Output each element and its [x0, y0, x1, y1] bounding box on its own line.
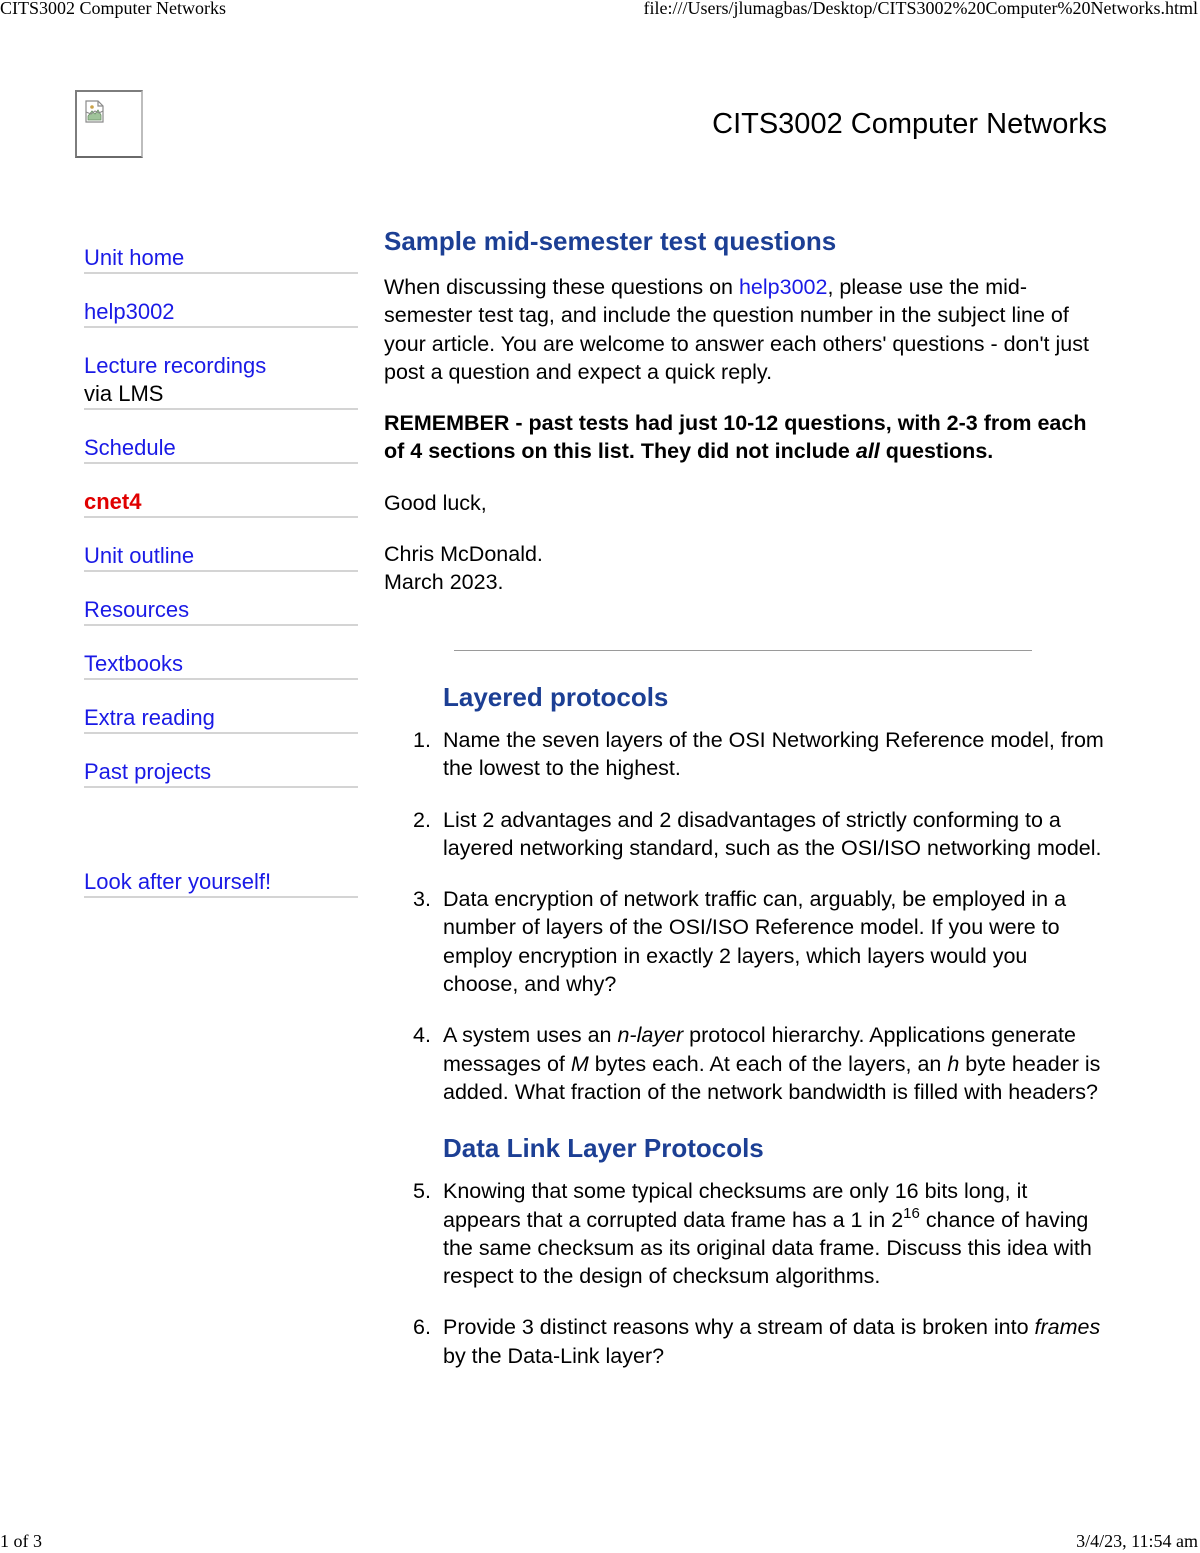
intro-paragraph	[384, 273, 1096, 386]
sidebar-link-look-after-yourself[interactable]: Look after yourself!	[84, 869, 272, 894]
sidebar-link-extra-reading[interactable]: Extra reading	[84, 705, 215, 730]
question-item	[413, 806, 1108, 863]
sidebar-item-unit-home[interactable]	[84, 244, 358, 274]
print-header	[0, 0, 1200, 20]
question-text: List 2 advantages and 2 disadvantages of strictly conforming to a layered networking standard, such as the OSI/ISO networking model.	[443, 807, 1102, 860]
question-number: 4.	[413, 1023, 431, 1048]
sidebar-link-past-projects[interactable]: Past projects	[84, 759, 212, 784]
signature	[384, 540, 1114, 597]
sidebar-item-cnet4[interactable]	[84, 488, 358, 518]
page-count: 1 of 3	[0, 1531, 42, 1551]
intro-text-after: , please use the mid-semester test tag, and include the question number in the subject line of your article. You are welcome to answer each others' questions - don't just post a question and expect a quick reply.	[384, 275, 1089, 384]
site-title: CITS3002 Computer Networks	[712, 108, 1107, 140]
main-content	[384, 222, 1114, 1368]
sidebar-item-schedule[interactable]	[84, 434, 358, 464]
sidebar-item-extra-reading[interactable]	[84, 704, 358, 734]
question-text-part: A system uses an	[443, 1023, 618, 1048]
signature-name: Chris McDonald.	[384, 542, 543, 567]
question-text-part: Provide 3 distinct reasons why a stream of data is broken into	[443, 1315, 1035, 1340]
good-luck: Good luck,	[384, 490, 487, 515]
question-emphasis: frames	[1034, 1315, 1101, 1340]
sidebar-link-textbooks[interactable]: Textbooks	[84, 651, 184, 676]
sidebar-link-schedule[interactable]: Schedule	[84, 435, 176, 460]
sidebar-item-look-after-yourself[interactable]	[84, 868, 358, 898]
sidebar-item-sub-label: via LMS	[84, 381, 164, 406]
question-item	[413, 885, 1108, 998]
sidebar-link-unit-home[interactable]: Unit home	[84, 245, 185, 270]
question-text-part: bytes each. At each of the layers, an	[588, 1051, 948, 1076]
sidebar-nav	[84, 244, 358, 898]
question-number: 3.	[413, 887, 431, 912]
sidebar-item-textbooks[interactable]	[84, 650, 358, 680]
question-item	[413, 726, 1108, 783]
question-text: Data encryption of network traffic can, arguably, be employed in a number of layers of the OSI/ISO Reference model. If you were to employ encryption in exactly 2 layers, which layers would you choose, and why?	[443, 887, 1067, 997]
question-number: 6.	[413, 1315, 431, 1340]
question-emphasis: n-layer	[617, 1023, 684, 1048]
remember-emphasis: all	[855, 439, 880, 464]
sidebar-link-lecture-recordings[interactable]: Lecture recordings	[84, 353, 267, 378]
question-text-part: by the Data-Link layer?	[443, 1343, 665, 1368]
sidebar-link-help3002[interactable]: help3002	[84, 299, 175, 324]
sidebar-item-help3002[interactable]	[84, 298, 358, 328]
question-number: 1.	[413, 728, 431, 752]
question-item	[413, 1313, 1108, 1370]
print-datetime: 3/4/23, 11:54 am	[1076, 1531, 1198, 1551]
section-divider	[454, 650, 1032, 651]
question-item	[413, 1021, 1108, 1106]
sidebar-item-resources[interactable]	[84, 596, 358, 626]
question-number: 5.	[413, 1179, 431, 1204]
section-title: Layered protocols	[443, 682, 669, 712]
sidebar-link-cnet4[interactable]: cnet4	[84, 489, 142, 514]
question-text: Name the seven layers of the OSI Networking Reference model, from the lowest to the highest.	[443, 728, 1104, 781]
broken-image-icon	[85, 100, 105, 124]
remember-note	[384, 409, 1104, 466]
help3002-link[interactable]: help3002	[738, 275, 828, 299]
question-item	[413, 1177, 1108, 1290]
question-text-part: byte header is added. What fraction of the network bandwidth is filled with headers?	[443, 1051, 1101, 1104]
question-emphasis: M	[570, 1051, 589, 1076]
section-layered-protocols	[413, 678, 1108, 1370]
signature-date: March 2023.	[384, 570, 504, 595]
question-superscript: 16	[903, 1204, 920, 1222]
page-title: Sample mid-semester test questions	[384, 226, 837, 256]
print-header-url: file:///Users/jlumagbas/Desktop/CITS3002%20Computer%20Networks.html	[643, 0, 1198, 18]
print-header-title: CITS3002 Computer Networks	[0, 0, 226, 18]
site-logo[interactable]	[75, 90, 143, 158]
sidebar-link-resources[interactable]: Resources	[84, 597, 190, 622]
question-text-part: Knowing that some typical checksums are only 16 bits long, it appears that a corrupted data frame has a 1 in 2	[443, 1179, 1028, 1232]
sidebar-item-lecture-recordings[interactable]	[84, 352, 358, 410]
print-footer	[0, 1531, 1200, 1553]
question-text-part: protocol hierarchy. Applications generate messages of	[443, 1023, 1076, 1076]
question-emphasis: h	[947, 1051, 960, 1076]
intro-text-before: When discussing these questions on	[384, 275, 739, 299]
sidebar-item-past-projects[interactable]	[84, 758, 358, 788]
question-number: 2.	[413, 807, 431, 832]
sidebar-item-unit-outline[interactable]	[84, 542, 358, 572]
remember-text-after: questions.	[879, 439, 994, 464]
remember-text-before: REMEMBER - past tests had just 10-12 questions, with 2-3 from each of 4 sections on this list. They did not include	[384, 411, 1087, 464]
question-text-part: chance of having the same checksum as its original data frame. Discuss this idea with respect to the design of checksum algorithms.	[443, 1207, 1092, 1289]
section-title: Data Link Layer Protocols	[443, 1133, 764, 1164]
sidebar-link-unit-outline[interactable]: Unit outline	[84, 543, 195, 568]
